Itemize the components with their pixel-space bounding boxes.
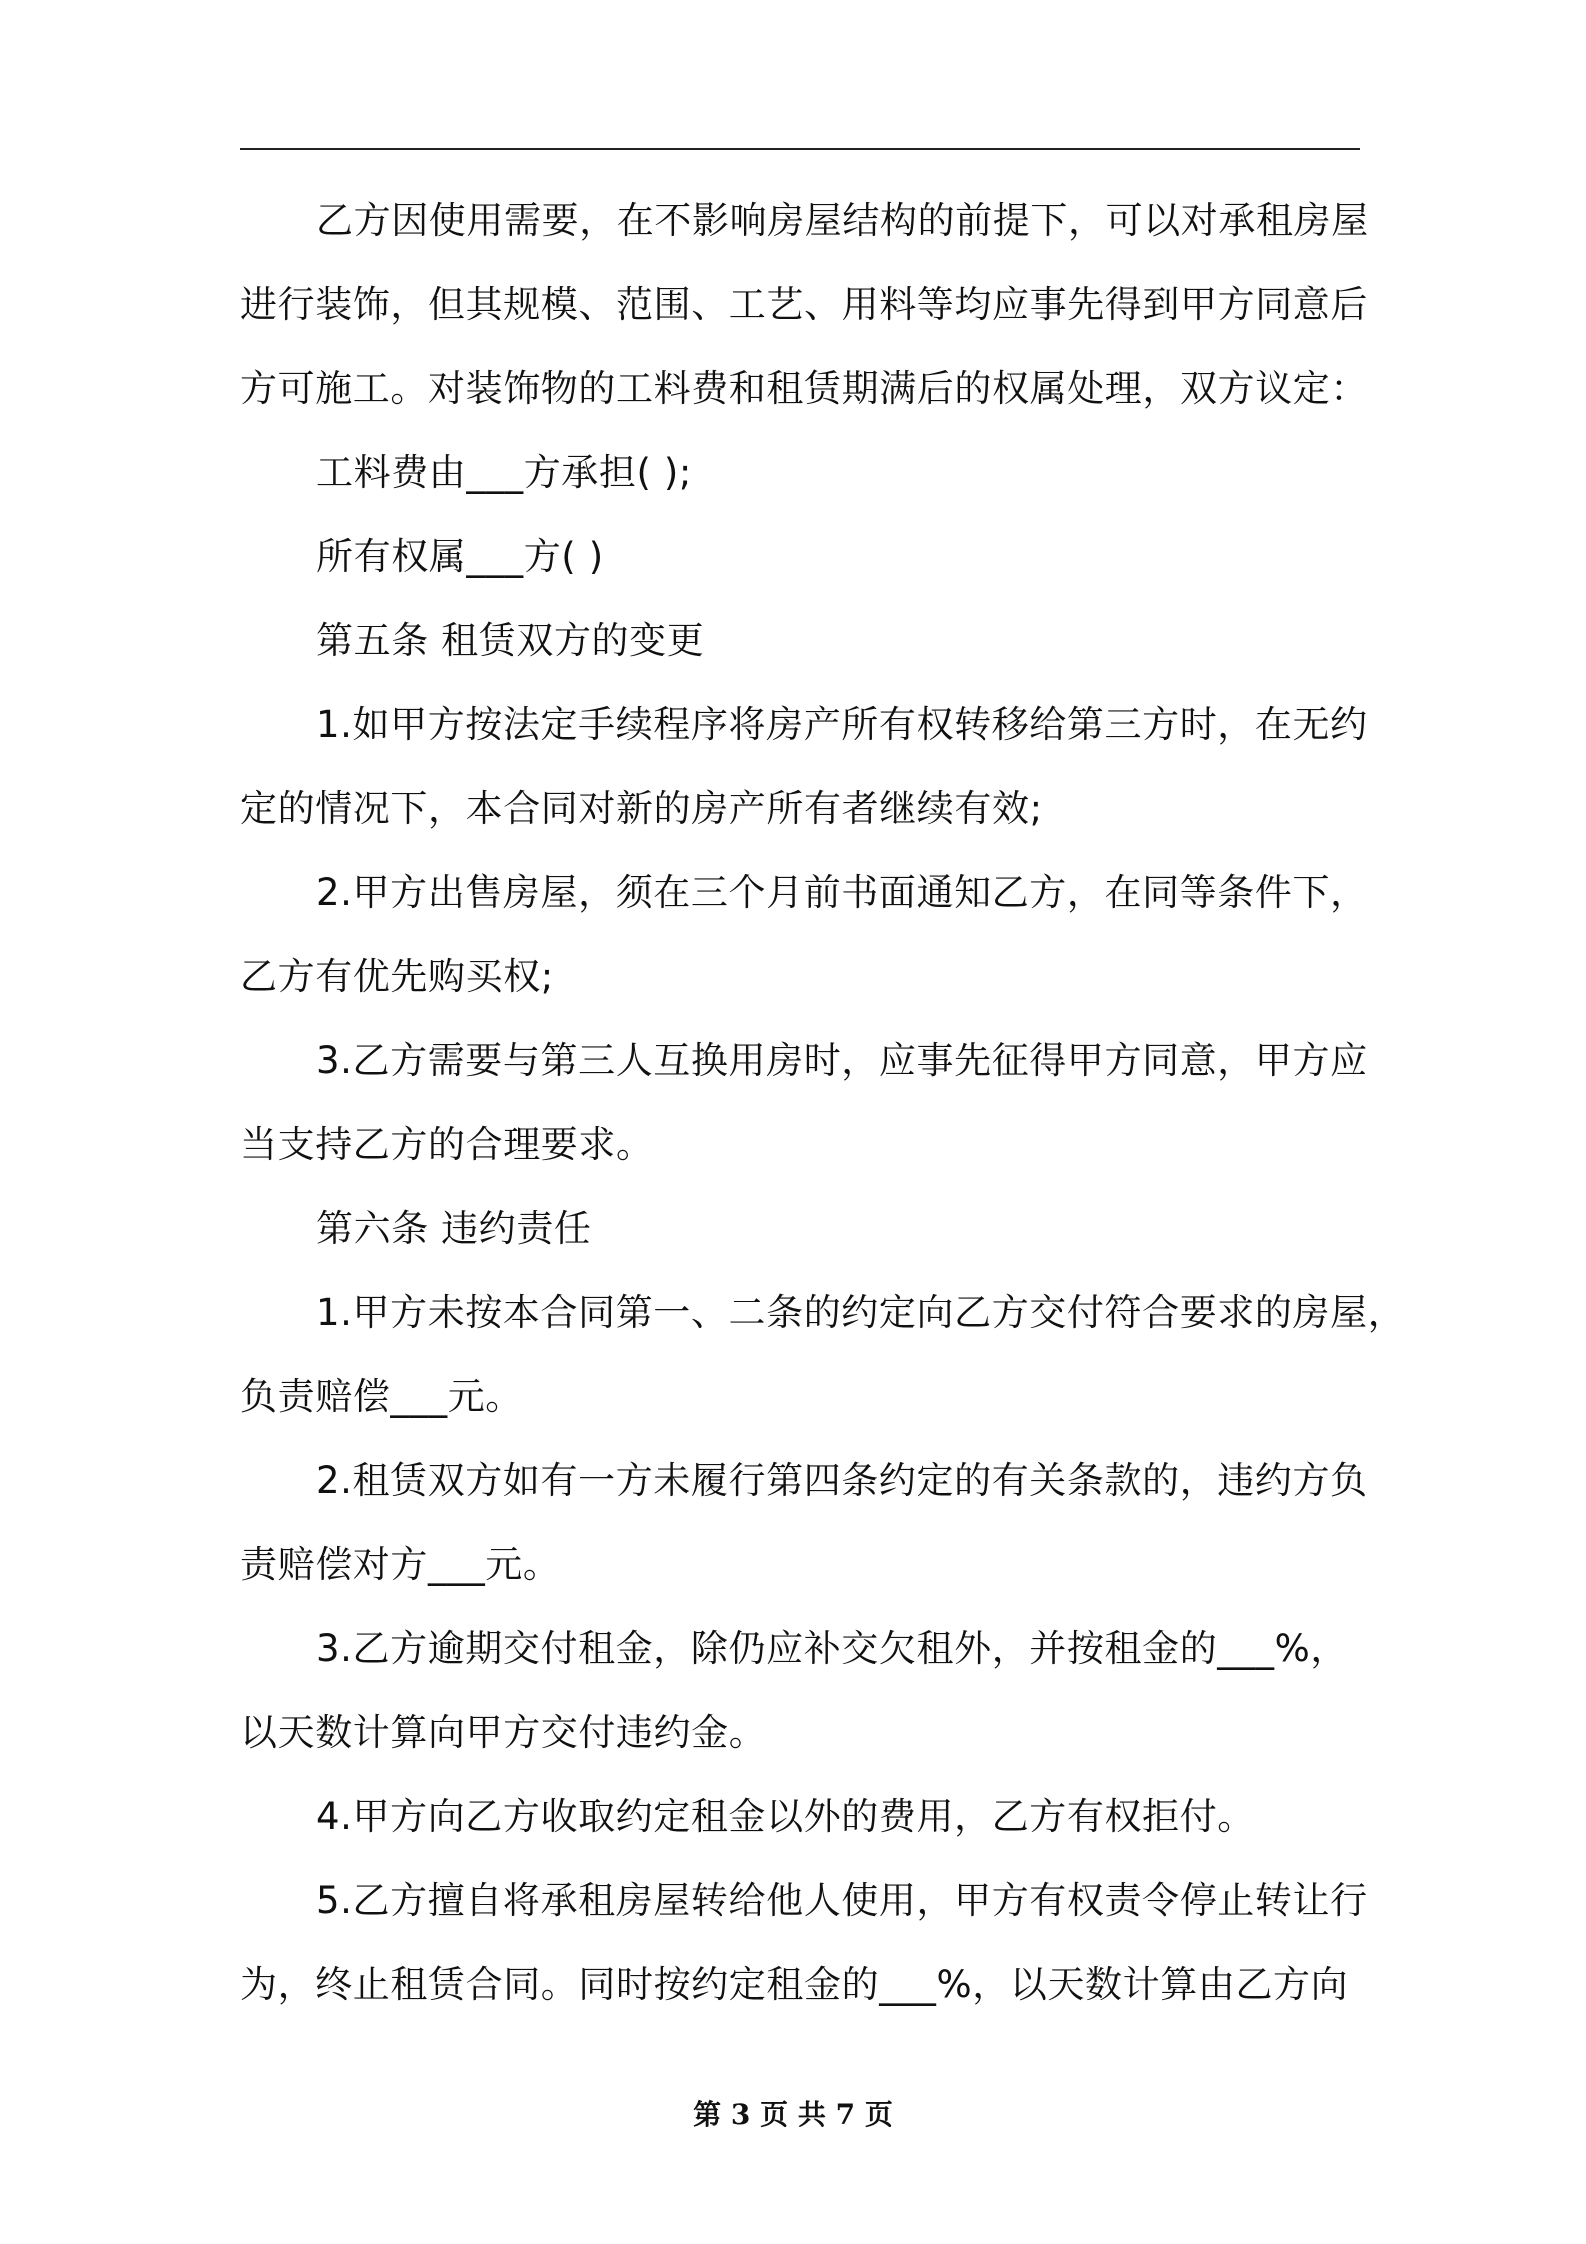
paragraph-line: 工料费由___方承担( ); [316, 451, 692, 494]
paragraph-line: 4.甲方向乙方收取约定租金以外的费用，乙方有权拒付。 [316, 1795, 1255, 1838]
paragraph-line: 所有权属___方( ) [316, 535, 604, 578]
page-number: 第 3 页 共 7 页 [693, 2098, 893, 2131]
paragraph-line: 定的情况下，本合同对新的房产所有者继续有效; [240, 787, 1043, 830]
paragraph-line: 当支持乙方的合理要求。 [240, 1123, 654, 1166]
paragraph-line: 乙方因使用需要，在不影响房屋结构的前提下，可以对承租房屋 [316, 199, 1369, 242]
paragraph-line: 负责赔偿___元。 [240, 1375, 523, 1418]
header-rule [240, 148, 1360, 150]
paragraph-line: 1.如甲方按法定手续程序将房产所有权转移给第三方时，在无约 [316, 703, 1368, 746]
paragraph-line: 2.租赁双方如有一方未履行第四条约定的有关条款的，违约方负 [316, 1459, 1368, 1502]
paragraph-line: 3.乙方逾期交付租金，除仍应补交欠租外，并按租金的___%， [316, 1627, 1348, 1670]
paragraph-line: 方可施工。对装饰物的工料费和租赁期满后的权属处理，双方议定： [240, 367, 1368, 410]
paragraph-line: 5.乙方擅自将承租房屋转给他人使用，甲方有权责令停止转让行 [316, 1879, 1368, 1922]
paragraph-line: 乙方有优先购买权; [240, 955, 554, 998]
paragraph-line: 以天数计算向甲方交付违约金。 [240, 1711, 767, 1754]
paragraph-line: 3.乙方需要与第三人互换用房时，应事先征得甲方同意，甲方应 [316, 1039, 1368, 1082]
paragraph-line: 责赔偿对方___元。 [240, 1543, 561, 1586]
paragraph-line: 进行装饰，但其规模、范围、工艺、用料等均应事先得到甲方同意后 [240, 283, 1368, 326]
section-heading: 第六条 违约责任 [316, 1207, 592, 1250]
paragraph-line: 2.甲方出售房屋，须在三个月前书面通知乙方，在同等条件下， [316, 871, 1368, 914]
paragraph-line: 为，终止租赁合同。同时按约定租金的___%，以天数计算由乙方向 [240, 1963, 1349, 2006]
section-heading: 第五条 租赁双方的变更 [316, 619, 705, 662]
paragraph-line: 1.甲方未按本合同第一、二条的约定向乙方交付符合要求的房屋， [316, 1291, 1406, 1334]
